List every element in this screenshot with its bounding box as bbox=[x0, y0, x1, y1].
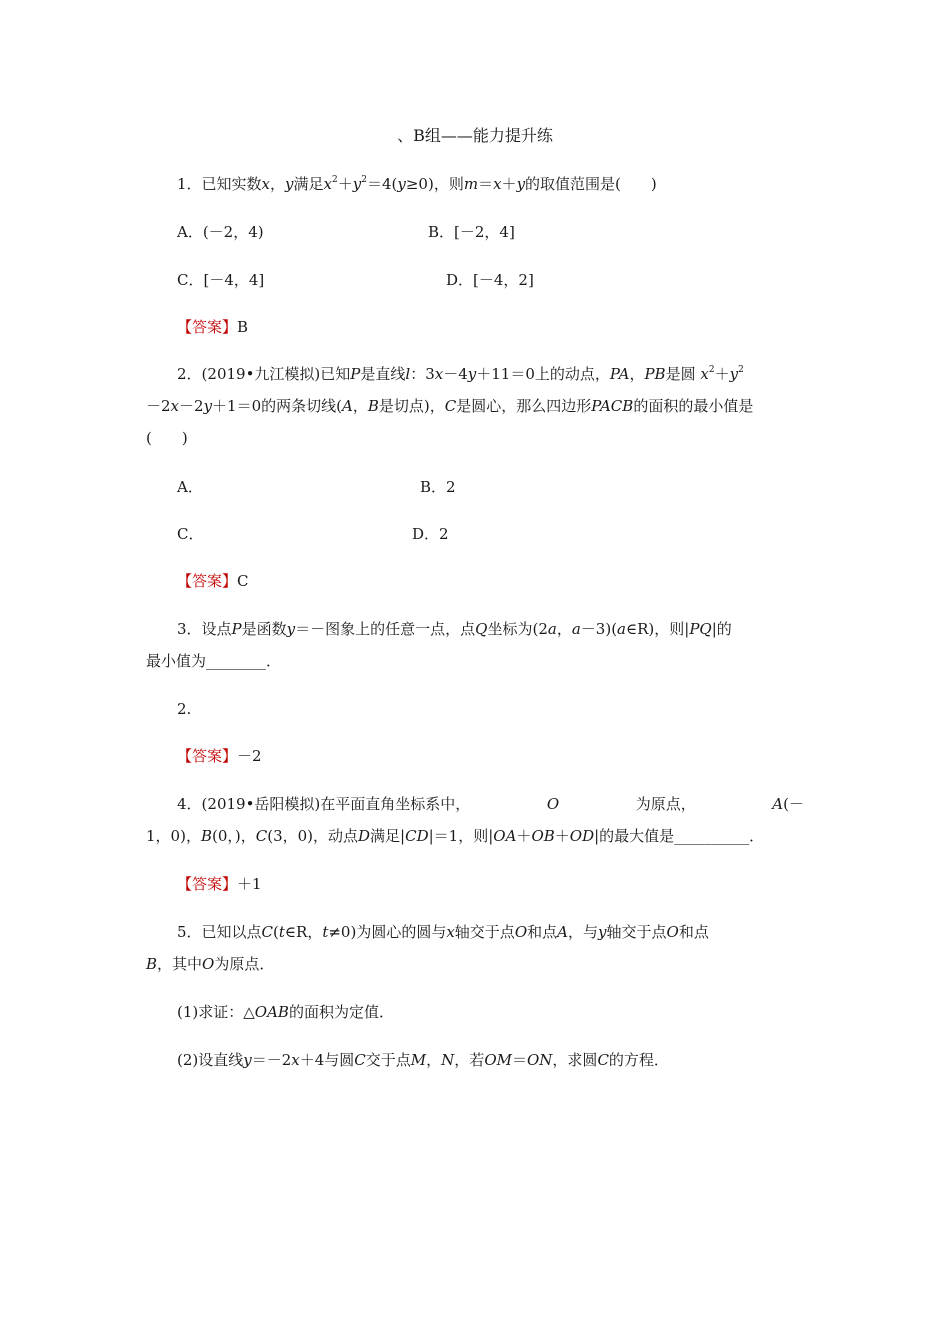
q3-answer: 【答案】－2 bbox=[177, 747, 262, 765]
q2-option-a: A． bbox=[177, 478, 203, 496]
q2-answer: 【答案】C bbox=[177, 572, 249, 590]
q1-answer: 【答案】B bbox=[177, 318, 249, 336]
q1-option-d: D．[－4，2] bbox=[446, 271, 534, 289]
q3-extra: 2. bbox=[177, 700, 192, 718]
q4-stem-line-1: 4．(2019•岳阳模拟)在平面直角坐标系中， O 为原点， A(－ bbox=[177, 795, 804, 813]
q1-option-c: C．[－4，4] bbox=[177, 271, 265, 289]
q1-option-b: B．[－2，4] bbox=[428, 223, 515, 241]
q2-stem-line-1: 2．(2019•九江模拟)已知P是直线l：3x－4y＋11＝0上的动点，PA，PB是圆 $x^2+y^2$ bbox=[177, 365, 744, 383]
q5-stem-line-2: B，其中O为原点． bbox=[146, 955, 275, 973]
q2-option-c: C． bbox=[177, 525, 204, 543]
q1-option-a: A．(－2，4) bbox=[177, 223, 264, 241]
q2-option-b: B．2 bbox=[420, 478, 456, 496]
section-title: 、B组——能力提升练 bbox=[397, 126, 553, 145]
q2-option-d: D．2 bbox=[412, 525, 449, 543]
q3-stem-line-2: 最小值为________． bbox=[146, 652, 282, 670]
q3-stem-line-1: 3．设点P是函数y＝－图象上的任意一点，点Q坐标为(2a，a－3)(a∈R)，则|PQ|的 bbox=[177, 620, 732, 638]
q4-answer: 【答案】＋1 bbox=[177, 875, 262, 893]
q5-stem-line-1: 5．已知以点C(t∈R，t≠0)为圆心的圆与x轴交于点O和点A，与y轴交于点O和点 bbox=[177, 923, 709, 941]
q4-stem-line-2: 1，0)，B(0，)，C(3，0)，动点D满足|CD|＝1，则|OA＋OB＋OD|的最大值是__________． bbox=[146, 827, 765, 845]
q5-part-2: (2)设直线y＝－2x＋4与圆C交于点M，N，若OM＝ON，求圆C的方程． bbox=[177, 1051, 669, 1069]
q2-stem-line-3: ( ) bbox=[146, 429, 188, 447]
q5-part-1: (1)求证：△OAB的面积为定值． bbox=[177, 1003, 394, 1021]
q2-stem-line-2: －2x－2y＋1＝0的两条切线(A，B是切点)，C是圆心，那么四边形PACB的面积的最小值是 bbox=[146, 397, 754, 415]
q1-stem: 1．已知实数x，y满足$x^2+y^2=4(y\ge 0)$，则m＝x＋y的取值范围是( ) bbox=[177, 175, 657, 193]
